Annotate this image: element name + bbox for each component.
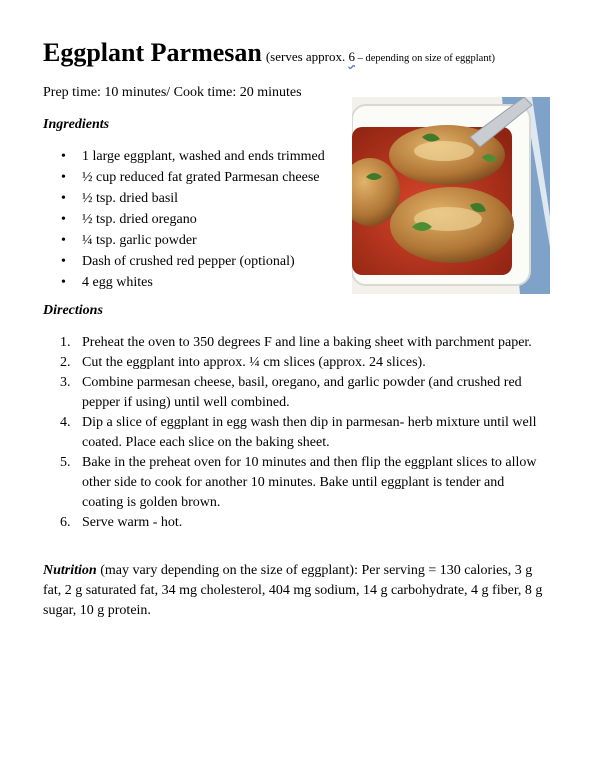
- step-number: 2.: [60, 355, 71, 370]
- nutrition-text: (may vary depending on the size of eggplant): Per serving = 130 calories, 3 g fat, 2 g saturated fat, 34 mg cholesterol, 404 mg sodium, 14 g carbohydrate, 4 g fiber, 8 g sugar, 10 g protein.: [43, 563, 543, 618]
- serves-prefix: (serves approx.: [265, 49, 349, 64]
- title-line: [43, 38, 495, 68]
- list-item: • ½ tsp. dried basil: [43, 188, 325, 209]
- list-item: • Dash of crushed red pepper (optional): [43, 251, 325, 272]
- list-item: • ½ tsp. dried oregano: [43, 209, 325, 230]
- step-number: 5.: [60, 455, 71, 470]
- nutrition-info: [43, 561, 543, 621]
- serves-count: 6: [348, 49, 356, 64]
- directions-heading: Directions: [43, 303, 103, 318]
- step-number: 6.: [60, 515, 71, 530]
- list-item: [43, 513, 543, 533]
- step-text: Serve warm - hot.: [82, 515, 183, 530]
- list-item: [43, 353, 543, 373]
- serves-suffix: – depending on size of eggplant): [355, 53, 495, 64]
- nutrition-label: Nutrition: [43, 563, 97, 578]
- step-text: Dip a slice of eggplant in egg wash then dip in parmesan- herb mixture until well coated. Place each slice on the baking sheet.: [82, 415, 537, 450]
- recipe-title: Eggplant Parmesan: [43, 38, 262, 67]
- list-item: [43, 333, 543, 353]
- step-number: 3.: [60, 375, 71, 390]
- list-item: [43, 453, 543, 513]
- list-item: [43, 373, 543, 413]
- serves-note: [266, 49, 495, 64]
- step-text: Preheat the oven to 350 degrees F and line a baking sheet with parchment paper.: [82, 335, 532, 350]
- step-number: 4.: [60, 415, 71, 430]
- eggplant-photo: [352, 97, 550, 294]
- step-text: Cut the eggplant into approx. ¼ cm slices (approx. 24 slices).: [82, 355, 426, 370]
- step-text: Bake in the preheat oven for 10 minutes and then flip the eggplant slices to allow other side to cook for another 10 minutes. Bake until eggplant is tender and coating is golden brown.: [82, 455, 537, 510]
- step-text: Combine parmesan cheese, basil, oregano, and garlic powder (and crushed red pepper if using) until well combined.: [82, 375, 522, 410]
- list-item: • 1 large eggplant, washed and ends trimmed: [43, 146, 325, 167]
- prep-time: Prep time: 10 minutes/ Cook time: 20 minutes: [43, 85, 302, 100]
- directions-list: [43, 333, 543, 533]
- list-item: • ¼ tsp. garlic powder: [43, 230, 325, 251]
- eggplant-photo-illustration: [352, 97, 550, 294]
- cheese-melt: [414, 141, 474, 161]
- ingredients-heading: Ingredients: [43, 117, 110, 132]
- list-item: • 4 egg whites: [43, 272, 325, 293]
- list-item: [43, 413, 543, 453]
- ingredients-list: [43, 146, 325, 293]
- list-item: • ½ cup reduced fat grated Parmesan cheese: [43, 167, 325, 188]
- step-number: 1.: [60, 335, 71, 350]
